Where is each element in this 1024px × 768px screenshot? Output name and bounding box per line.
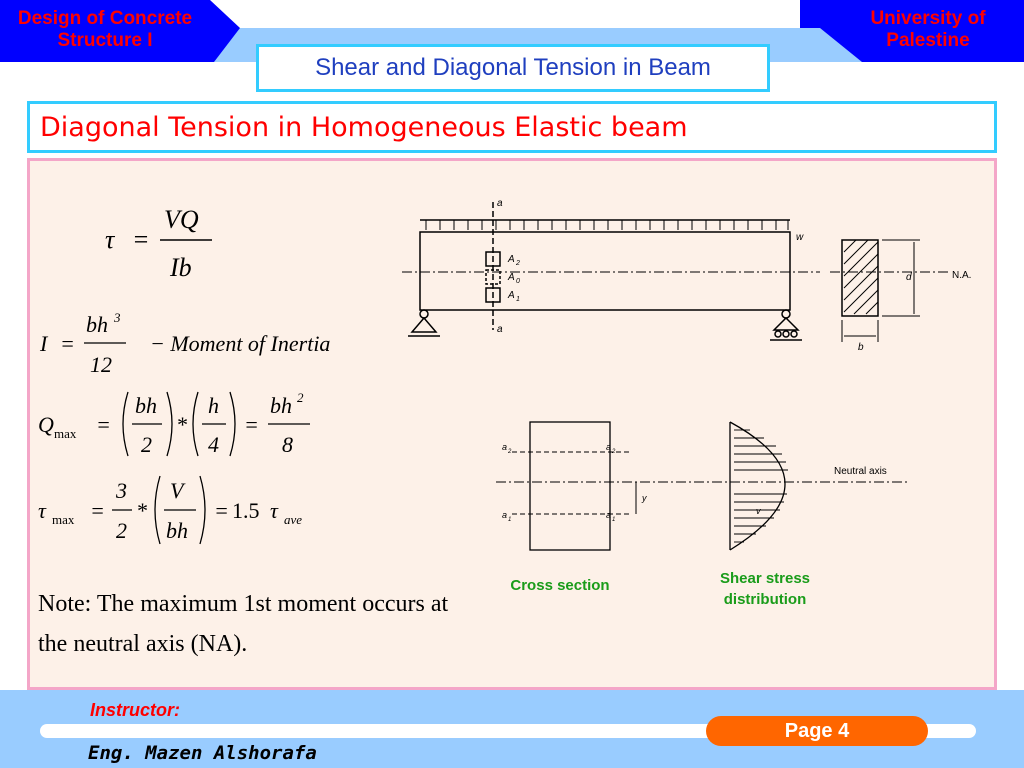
label-a1-left-sub: 1 bbox=[508, 517, 512, 523]
shear-figure bbox=[490, 412, 920, 572]
equations bbox=[30, 196, 430, 556]
eq-i-exp: 3 bbox=[114, 310, 121, 325]
eq-q-eq: = bbox=[96, 412, 111, 437]
label-a1-left: a bbox=[502, 510, 508, 520]
label-a1-right: a bbox=[606, 510, 612, 520]
label-A2: A bbox=[508, 254, 515, 265]
eq-q-res-exp: 2 bbox=[297, 390, 304, 405]
eq-i-den: 12 bbox=[90, 352, 112, 377]
eq-q-eq2: = bbox=[244, 412, 259, 437]
eq-tm-coef: 1.5 bbox=[232, 498, 260, 523]
eq-i-eq: = bbox=[60, 331, 75, 356]
instructor-name: Eng. Mazen Alshorafa bbox=[88, 742, 317, 764]
label-a2-right: a bbox=[606, 442, 612, 452]
eq-q-f2-den: 4 bbox=[208, 432, 219, 457]
caption-cross-section: Cross section bbox=[510, 577, 610, 594]
eq-tau-den: Ib bbox=[170, 253, 192, 282]
label-w: w bbox=[796, 232, 804, 243]
eq-tm-lhs: τ bbox=[38, 498, 46, 523]
eq-tau-lhs: τ bbox=[105, 225, 115, 254]
eq-tm-eq: = bbox=[90, 498, 105, 523]
eq-q-f1-den: 2 bbox=[141, 432, 152, 457]
label-a-bottom: a bbox=[497, 324, 503, 335]
page-number: Page 4 bbox=[706, 716, 928, 746]
label-A0: A bbox=[508, 272, 515, 283]
eq-tm-sub: max bbox=[52, 512, 75, 527]
eq-q-res-num: bh bbox=[270, 393, 292, 418]
label-a1-right-sub: 1 bbox=[612, 517, 616, 523]
caption-shear-distribution: Shear stress distribution bbox=[719, 570, 811, 608]
eq-tm-f2-num: V bbox=[170, 478, 184, 503]
eq-tm-eq2: = bbox=[214, 498, 229, 523]
section-title-text: Diagonal Tension in Homogeneous Elastic beam bbox=[40, 111, 688, 143]
label-b: b bbox=[858, 342, 864, 353]
eq-q-f2-num: h bbox=[208, 393, 219, 418]
label-d: d bbox=[906, 272, 912, 283]
label-neutral-axis: Neutral axis bbox=[834, 466, 887, 477]
note-text: Note: The maximum 1st moment occurs at the neutral axis (NA). bbox=[38, 591, 449, 657]
label-A2-sub: 2 bbox=[516, 260, 520, 267]
label-A1: A bbox=[508, 290, 515, 301]
university-name: University of Palestine bbox=[870, 8, 986, 51]
eq-tm-f2-den: bh bbox=[166, 518, 188, 543]
label-A1-sub: 1 bbox=[516, 296, 520, 303]
instructor-label: Instructor: bbox=[90, 700, 180, 720]
eq-i-lhs: I bbox=[40, 331, 48, 356]
eq-i-desc: − Moment of Inertia bbox=[150, 331, 331, 356]
eq-i-num: bh bbox=[86, 312, 108, 337]
eq-tm-tau: τ bbox=[270, 498, 278, 523]
eq-tm-f1-num: 3 bbox=[116, 478, 127, 503]
eq-tau-num: VQ bbox=[164, 205, 199, 234]
label-a2-left-sub: 2 bbox=[508, 449, 512, 455]
eq-q-lhs: Q bbox=[38, 412, 54, 437]
label-y: y bbox=[642, 493, 647, 503]
label-a2-left: a bbox=[502, 442, 508, 452]
label-v: v bbox=[756, 506, 761, 516]
eq-q-star: * bbox=[176, 412, 187, 437]
eq-q-sub: max bbox=[54, 426, 77, 441]
page-title: Shear and Diagonal Tension in Beam bbox=[256, 44, 770, 92]
eq-tm-star: * bbox=[136, 498, 147, 523]
eq-q-res-den: 8 bbox=[282, 432, 293, 457]
label-na: N.A. bbox=[952, 270, 972, 281]
eq-tm-tau-sub: ave bbox=[284, 512, 303, 527]
label-A0-sub: 0 bbox=[516, 278, 520, 285]
beam-figure bbox=[400, 192, 990, 362]
eq-tau-eq: = bbox=[132, 225, 150, 254]
section-title bbox=[27, 101, 997, 153]
eq-q-f1-num: bh bbox=[135, 393, 157, 418]
label-a-top: a bbox=[497, 198, 503, 209]
label-a2-right-sub: 2 bbox=[612, 449, 616, 455]
course-title: Design of Concrete Structure I bbox=[17, 8, 193, 51]
eq-tm-f1-den: 2 bbox=[116, 518, 127, 543]
